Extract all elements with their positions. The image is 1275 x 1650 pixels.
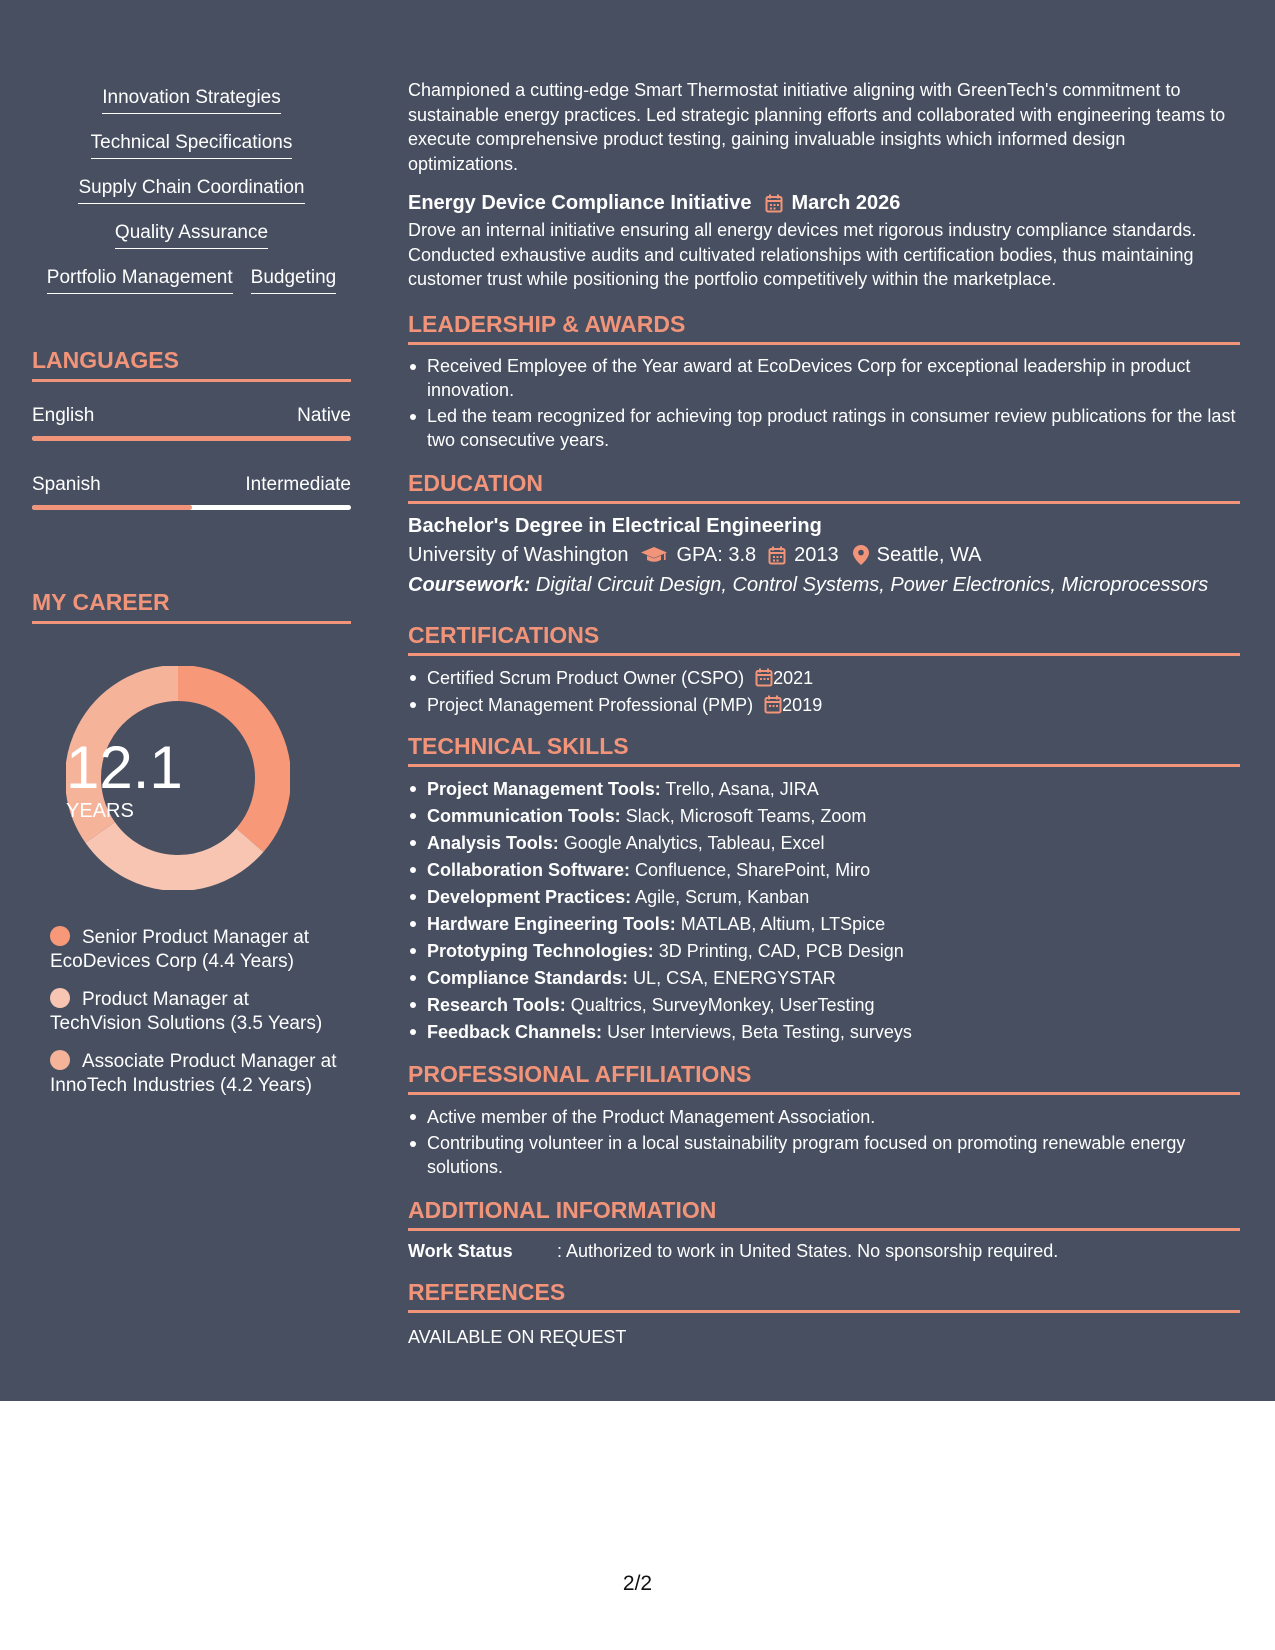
career-text: Senior Product Manager at EcoDevices Corp (4.4 Years)	[50, 927, 310, 972]
tech-skill-value: Trello, Asana, JIRA	[665, 779, 819, 799]
legend-dot	[50, 926, 70, 946]
donut-segment	[100, 832, 250, 873]
skill-tag: Quality Assurance	[115, 221, 268, 249]
list-item: Active member of the Product Management Association.	[408, 1104, 1240, 1131]
project-title: Energy Device Compliance Initiative	[408, 192, 752, 214]
calendar-icon	[755, 668, 773, 687]
tech-skill-label: Development Practices:	[427, 887, 632, 907]
certification-name: Project Management Professional (PMP)	[427, 695, 754, 715]
coursework-label: Coursework:	[408, 574, 531, 596]
career-heading: MY CAREER	[32, 589, 351, 624]
skill-tag: Portfolio Management	[47, 266, 233, 294]
affiliations-section	[408, 1061, 1240, 1179]
tech-skill-value: User Interviews, Beta Testing, surveys	[607, 1022, 912, 1042]
tech-skill-label: Communication Tools:	[427, 806, 621, 826]
location-pin-icon	[853, 545, 869, 565]
tech-skill-label: Research Tools:	[427, 995, 566, 1015]
section-heading: PROFESSIONAL AFFILIATIONS	[408, 1061, 1240, 1095]
graduation-year: 2013	[794, 544, 839, 566]
certification-item	[408, 692, 1240, 719]
school-name: University of Washington	[408, 544, 629, 566]
references-section	[408, 1279, 1240, 1349]
list-item: Led the team recognized for achieving top product ratings in consumer review publications for the last two consecutive years.	[408, 404, 1240, 452]
language-item	[32, 404, 351, 441]
section-heading: ADDITIONAL INFORMATION	[408, 1197, 1240, 1231]
skill-tag: Supply Chain Coordination	[78, 176, 304, 204]
tech-skill-item	[408, 803, 1240, 830]
tech-skill-value: UL, CSA, ENERGYSTAR	[633, 968, 836, 988]
work-status-row	[408, 1239, 1240, 1263]
page-number: 2/2	[622, 1572, 653, 1595]
tech-skill-item	[408, 965, 1240, 992]
certification-name: Certified Scrum Product Owner (CSPO)	[427, 668, 745, 688]
project-date: March 2026	[791, 192, 901, 214]
tech-skill-item	[408, 776, 1240, 803]
tech-skill-label: Analysis Tools:	[427, 833, 559, 853]
language-proficiency-fill	[32, 505, 192, 510]
skill-tag: Innovation Strategies	[102, 86, 281, 114]
tech-skill-value: Confluence, SharePoint, Miro	[635, 860, 871, 880]
language-item	[32, 473, 351, 510]
education-section	[408, 470, 1240, 600]
technical-skills-section	[408, 733, 1240, 1046]
coursework-list: Digital Circuit Design, Control Systems, Power Electronics, Microprocessors	[535, 574, 1209, 596]
tech-skill-value: Slack, Microsoft Teams, Zoom	[625, 806, 867, 826]
language-name: English	[32, 405, 95, 426]
tech-skill-value: MATLAB, Altium, LTSpice	[680, 914, 886, 934]
tech-skill-value: Google Analytics, Tableau, Excel	[563, 833, 825, 853]
language-proficiency-bar	[32, 436, 351, 441]
tech-skill-item	[408, 992, 1240, 1019]
certifications-section	[408, 622, 1240, 719]
certification-item	[408, 665, 1240, 692]
additional-info-section	[408, 1197, 1240, 1263]
project-intro-paragraph: Championed a cutting-edge Smart Thermostat initiative aligning with GreenTech's commitment to sustainable energy practices. Led strategic planning efforts and collaborated with engineering teams to execute comprehensive product testing, gaining invaluable insights which informed design optimizations.	[408, 80, 1226, 174]
tech-skill-label: Compliance Standards:	[427, 968, 629, 988]
languages-heading: LANGUAGES	[32, 347, 351, 382]
section-heading: EDUCATION	[408, 470, 1240, 504]
tech-skill-item	[408, 1019, 1240, 1046]
calendar-icon	[764, 695, 782, 714]
tech-skill-value: Agile, Scrum, Kanban	[635, 887, 810, 907]
project-title-row	[408, 190, 1240, 216]
language-level: Native	[297, 405, 351, 426]
certification-year: 2021	[773, 668, 814, 688]
language-level: Intermediate	[245, 474, 351, 495]
calendar-icon	[768, 546, 786, 565]
skill-tag: Technical Specifications	[91, 131, 293, 159]
degree-title: Bachelor's Degree in Electrical Engineering	[408, 515, 822, 537]
graduation-cap-icon	[640, 546, 668, 564]
tech-skill-item	[408, 911, 1240, 938]
career-item	[50, 926, 340, 974]
career-list	[50, 926, 340, 1112]
language-name: Spanish	[32, 474, 101, 495]
tech-skill-label: Feedback Channels:	[427, 1022, 603, 1042]
tech-skill-item	[408, 938, 1240, 965]
references-text: AVAILABLE ON REQUEST	[408, 1327, 627, 1347]
leadership-section	[408, 311, 1240, 452]
list-item: Received Employee of the Year award at EcoDevices Corp for exceptional leadership in product innovation.	[408, 354, 1240, 402]
calendar-icon	[765, 194, 783, 213]
tech-skill-value: 3D Printing, CAD, PCB Design	[658, 941, 904, 961]
gpa: GPA: 3.8	[676, 544, 757, 566]
tech-skill-label: Collaboration Software:	[427, 860, 631, 880]
project-description: Drove an internal initiative ensuring all energy devices met rigorous industry compliance standards. Conducted exhaustive audits and cultivated relationships with certification bodies, thus maintaining customer trust while positioning the portfolio competitively within the marketplace.	[408, 220, 1197, 289]
career-donut-chart	[66, 666, 290, 890]
skill-tag: Budgeting	[251, 266, 337, 294]
tech-skill-item	[408, 884, 1240, 911]
project-entry	[408, 190, 1240, 292]
career-total-unit: YEARS	[66, 800, 134, 822]
tech-skill-item	[408, 857, 1240, 884]
career-item	[50, 988, 340, 1036]
tech-skill-value: Qualtrics, SurveyMonkey, UserTesting	[570, 995, 875, 1015]
legend-dot	[50, 1050, 70, 1070]
work-status-label: Work Status	[408, 1241, 513, 1261]
list-item: Contributing volunteer in a local sustainability program focused on promoting renewable energy solutions.	[408, 1131, 1240, 1179]
career-total-value: 12.1	[66, 734, 183, 801]
legend-dot	[50, 988, 70, 1008]
section-heading: TECHNICAL SKILLS	[408, 733, 1240, 767]
work-status-value: : Authorized to work in United States. No sponsorship required.	[557, 1241, 1059, 1261]
skill-tags	[32, 86, 351, 311]
section-heading: CERTIFICATIONS	[408, 622, 1240, 656]
education-details	[408, 540, 1240, 570]
tech-skill-label: Hardware Engineering Tools:	[427, 914, 676, 934]
career-text: Product Manager at TechVision Solutions (3.5 Years)	[50, 989, 323, 1034]
section-heading: LEADERSHIP & AWARDS	[408, 311, 1240, 345]
education-location: Seattle, WA	[876, 544, 982, 566]
career-text: Associate Product Manager at InnoTech Industries (4.2 Years)	[50, 1051, 337, 1096]
section-heading: REFERENCES	[408, 1279, 1240, 1313]
career-item	[50, 1050, 340, 1098]
language-proficiency-fill	[32, 436, 351, 441]
tech-skill-item	[408, 830, 1240, 857]
language-proficiency-bar	[32, 505, 351, 510]
certification-year: 2019	[782, 695, 823, 715]
coursework	[408, 570, 1240, 600]
tech-skill-label: Project Management Tools:	[427, 779, 661, 799]
tech-skill-label: Prototyping Technologies:	[427, 941, 654, 961]
